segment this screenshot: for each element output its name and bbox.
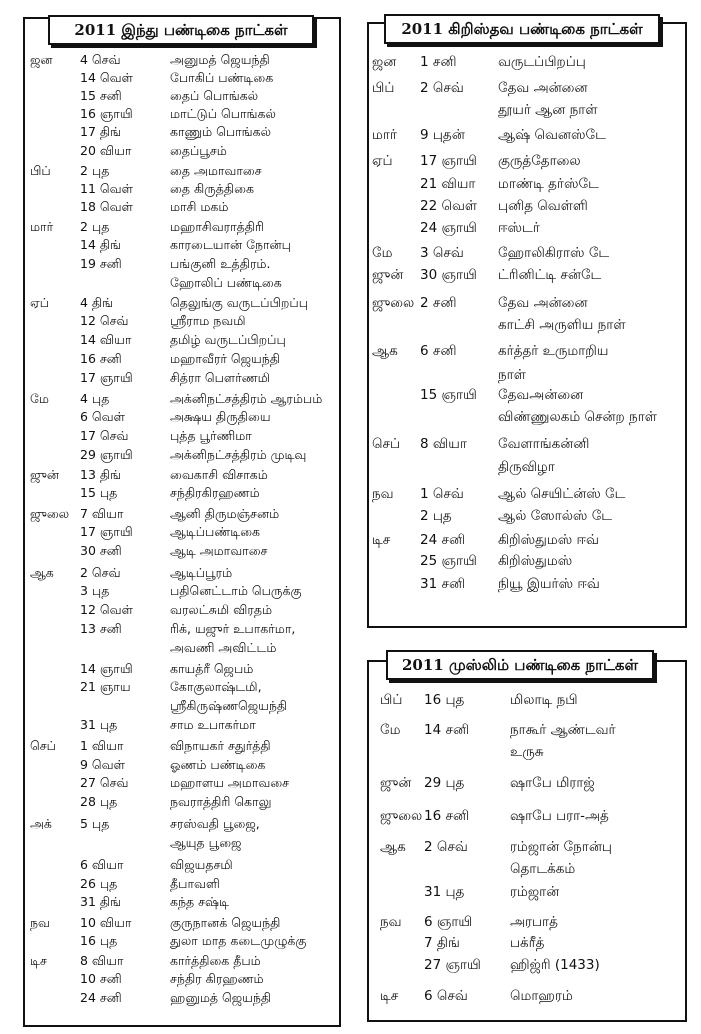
date-label: 22 வெள் xyxy=(420,198,478,214)
date-label: 8 வியா xyxy=(420,436,467,452)
month-label: ஏப் xyxy=(30,295,50,310)
festival-name: காணும் பொங்கல் xyxy=(170,124,271,139)
festival-name: ரம்ஜான் xyxy=(510,884,560,900)
date-label: 2 புத xyxy=(420,508,452,524)
festival-name: தமிழ் வருடப்பிறப்பு xyxy=(170,332,286,347)
date-label: 29 ஞாயி xyxy=(80,447,133,462)
festival-name: பக்ரீத் xyxy=(510,935,545,951)
month-label: ஜுன் xyxy=(30,467,60,482)
hindu-festivals-title: 2011 இந்து பண்டிகை நாட்கள் xyxy=(48,15,314,45)
festival-name: கிறிஸ்துமஸ் xyxy=(498,553,573,569)
date-label: 6 வெள் xyxy=(80,409,125,424)
festival-name: வருடப்பிறப்பு xyxy=(498,54,586,70)
date-label: 15 புத xyxy=(80,485,118,500)
festival-name: ட்ரினிட்டி சன்டே xyxy=(498,267,602,283)
date-label: 7 வியா xyxy=(80,506,124,521)
month-label: செப் xyxy=(372,436,401,452)
festival-name: நவராத்திரி கொலு xyxy=(170,794,272,809)
festival-name: ஆனி திருமஞ்சனம் xyxy=(170,506,280,521)
month-label: செப் xyxy=(30,738,56,753)
date-label: 1 சனி xyxy=(420,54,457,70)
festival-name: ஆல் ஸோல்ஸ் டே xyxy=(498,508,613,524)
month-label: நவ xyxy=(380,914,402,930)
festival-name: ஸ்ரீகிருஷ்ணஜெயந்தி xyxy=(170,698,288,713)
date-label: 30 ஞாயி xyxy=(420,267,477,283)
date-label: 8 வியா xyxy=(80,953,124,968)
date-label: 18 வெள் xyxy=(80,199,133,214)
date-label: 12 வெள் xyxy=(80,602,133,617)
festival-name: காட்சி அருளிய நாள் xyxy=(498,317,626,333)
date-label: 15 ஞாயி xyxy=(420,387,477,403)
date-label: 19 சனி xyxy=(80,256,122,271)
date-label: 2 செவ் xyxy=(424,839,468,855)
festival-name: ரிக், யஜுர் உபாகர்மா, xyxy=(170,621,296,636)
date-label: 3 புத xyxy=(80,583,110,598)
date-label: 12 செவ் xyxy=(80,313,129,328)
festival-name: தூயர் ஆன நாள் xyxy=(498,102,598,118)
date-label: 2 செவ் xyxy=(80,565,121,580)
date-label: 1 செவ் xyxy=(420,486,464,502)
festival-name: தேவ அன்னை xyxy=(498,295,588,311)
festival-name: ரம்ஜான் நோன்பு xyxy=(510,839,612,855)
date-label: 24 சனி xyxy=(80,990,122,1005)
festival-name: தை அமாவாசை xyxy=(170,163,262,178)
festival-name: ஷாபே மிராஜ் xyxy=(510,775,595,791)
month-label: மே xyxy=(30,391,49,406)
festival-name: ஆடிப்பண்டிகை xyxy=(170,524,261,539)
date-label: 6 ஞாயி xyxy=(424,914,473,930)
festival-name: நாள் xyxy=(498,367,526,383)
festival-name: கர்த்தர் உருமாறிய xyxy=(498,343,609,359)
date-label: 21 ஞாய xyxy=(80,679,131,694)
festival-name: தெலுங்கு வருடப்பிறப்பு xyxy=(170,295,309,310)
festival-name: அனுமத் ஜெயந்தி xyxy=(170,52,270,67)
date-label: 4 புத xyxy=(80,391,110,406)
festival-name: பதினெட்டாம் பெருக்கு xyxy=(170,583,302,598)
date-label: 3 செவ் xyxy=(420,245,464,261)
festival-name: அக்னிநட்சத்திரம் ஆரம்பம் xyxy=(170,391,323,406)
date-label: 27 ஞாயி xyxy=(424,957,481,973)
date-label: 21 வியா xyxy=(420,176,476,192)
festival-name: கந்த சஷ்டி xyxy=(170,894,229,909)
date-label: 6 சனி xyxy=(420,343,457,359)
festival-name: மொஹரம் xyxy=(510,988,573,1004)
festival-name: ஆல் செயிட்ன்ஸ் டே xyxy=(498,486,626,502)
month-label: ஜுன் xyxy=(372,267,404,283)
month-label: நவ xyxy=(372,486,394,502)
date-label: 14 சனி xyxy=(424,722,470,738)
festival-name: விநாயகர் சதுர்த்தி xyxy=(170,738,271,753)
date-label: 16 சனி xyxy=(424,808,470,824)
festival-name: மஹாளய அமாவசை xyxy=(170,775,290,790)
date-label: 11 வெள் xyxy=(80,181,133,196)
festival-name: புனித வெள்ளி xyxy=(498,198,588,214)
month-label: ஜன xyxy=(30,52,53,67)
date-label: 2 புத xyxy=(80,219,110,234)
date-label: 13 சனி xyxy=(80,621,122,636)
month-label: ஆக xyxy=(30,565,54,580)
festival-name: ஹிஜ்ரி (1433) xyxy=(510,957,600,973)
festival-name: அரபாத் xyxy=(510,914,558,930)
festival-name: தேவ அன்னை xyxy=(498,80,588,96)
date-label: 16 புத xyxy=(424,692,465,708)
date-label: 7 திங் xyxy=(424,935,460,951)
festival-name: கார்த்திகை தீபம் xyxy=(170,953,261,968)
date-label: 17 ஞாயி xyxy=(420,153,477,169)
festival-name: கோகுலாஷ்டமி, xyxy=(170,679,262,694)
festival-name: போகிப் பண்டிகை xyxy=(170,70,274,85)
month-label: மே xyxy=(372,245,393,261)
month-label: ஜுன் xyxy=(380,775,412,791)
date-label: 10 வியா xyxy=(80,915,132,930)
month-label: மே xyxy=(380,722,401,738)
date-label: 5 புத xyxy=(80,816,110,831)
month-label: ஜுலை xyxy=(380,808,423,824)
festival-name: ஓணம் பண்டிகை xyxy=(170,757,266,772)
festival-name: மாட்டுப் பொங்கல் xyxy=(170,106,276,121)
month-label: பிப் xyxy=(380,692,403,708)
festival-name: தை கிருத்திகை xyxy=(170,181,254,196)
date-label: 17 செவ் xyxy=(80,428,129,443)
date-label: 16 சனி xyxy=(80,351,122,366)
festival-name: ஈஸ்டர் xyxy=(498,220,540,236)
muslim-festivals-title: 2011 முஸ்லிம் பண்டிகை நாட்கள் xyxy=(386,650,654,680)
festival-name: குருநானக் ஜெயந்தி xyxy=(170,915,281,930)
date-label: 17 திங் xyxy=(80,124,122,139)
festival-name: குருத்தோலை xyxy=(498,153,581,169)
month-label: பிப் xyxy=(372,80,395,96)
festival-name: மஹாவீரர் ஜெயந்தி xyxy=(170,351,280,366)
festival-name: அவணி அவிட்டம் xyxy=(170,640,277,655)
festival-name: ஆயுத பூஜை xyxy=(170,835,242,850)
festival-name: காயத்ரீ ஜெபம் xyxy=(170,661,254,676)
festival-name: தேவஅன்னை xyxy=(498,387,584,403)
date-label: 31 புத xyxy=(80,717,118,732)
festival-name: விண்ணுலகம் சென்ற நாள் xyxy=(498,409,657,425)
festival-name: சாம உபாகர்மா xyxy=(170,717,256,732)
festival-name: உருசு xyxy=(510,744,544,760)
date-label: 6 வியா xyxy=(80,857,124,872)
festival-name: திருவிழா xyxy=(498,459,555,475)
date-label: 20 வியா xyxy=(80,143,132,158)
festival-name: மாசி மகம் xyxy=(170,199,229,214)
date-label: 24 சனி xyxy=(420,532,466,548)
date-label: 31 திங் xyxy=(80,894,122,909)
date-label: 31 புத xyxy=(424,884,465,900)
festival-name: தைப் பொங்கல் xyxy=(170,88,259,103)
festival-name: அக்ஷய திருதியை xyxy=(170,409,271,424)
date-label: 29 புத xyxy=(424,775,465,791)
date-label: 10 சனி xyxy=(80,971,122,986)
festival-name: கிறிஸ்துமஸ் ஈவ் xyxy=(498,532,599,548)
festival-name: நாகூர் ஆண்டவர் xyxy=(510,722,616,738)
date-label: 17 ஞாயி xyxy=(80,524,133,539)
festival-name: பங்குனி உத்திரம். xyxy=(170,256,271,271)
festival-name: வேளாங்கன்னி xyxy=(498,436,590,452)
date-label: 14 வெள் xyxy=(80,70,133,85)
festival-name: ஷாபே பரா-அத் xyxy=(510,808,609,824)
month-label: டிச xyxy=(30,953,47,968)
festival-name: சந்திரகிரஹணம் xyxy=(170,485,260,500)
festival-name: மஹாசிவராத்திரி xyxy=(170,219,265,234)
date-label: 4 திங் xyxy=(80,295,114,310)
date-label: 24 ஞாயி xyxy=(420,220,477,236)
date-label: 2 சனி xyxy=(420,295,457,311)
date-label: 9 புதன் xyxy=(420,127,465,143)
date-label: 17 ஞாயி xyxy=(80,370,133,385)
month-label: அக் xyxy=(30,816,52,831)
date-label: 30 சனி xyxy=(80,543,122,558)
date-label: 13 திங் xyxy=(80,467,122,482)
month-label: மார் xyxy=(372,127,397,143)
festival-name: துலா மாத கடைமுழுக்கு xyxy=(170,933,307,948)
month-label: ஏப் xyxy=(372,153,393,169)
date-label: 16 புத xyxy=(80,933,118,948)
festival-name: சந்திர கிரஹணம் xyxy=(170,971,264,986)
festival-name: ஆடிப்பூரம் xyxy=(170,565,233,580)
month-label: ஜுலை xyxy=(30,506,70,521)
festival-name: காரடையான் நோன்பு xyxy=(170,237,291,252)
festival-name: விஜயதசமி xyxy=(170,857,233,872)
date-label: 4 செவ் xyxy=(80,52,121,67)
festival-name: ஹோலிப் பண்டிகை xyxy=(170,275,282,290)
festival-name: ஆடி அமாவாசை xyxy=(170,543,268,558)
festival-name: மிலாடி நபி xyxy=(510,692,578,708)
date-label: 14 வியா xyxy=(80,332,132,347)
festival-name: ஆஷ் வெனஸ்டே xyxy=(498,127,606,143)
date-label: 2 செவ் xyxy=(420,80,464,96)
festival-name: தொடக்கம் xyxy=(510,861,576,877)
date-label: 1 வியா xyxy=(80,738,124,753)
festival-name: தீபாவளி xyxy=(170,876,220,891)
date-label: 9 வெள் xyxy=(80,757,125,772)
date-label: 14 திங் xyxy=(80,237,122,252)
month-label: ஜன xyxy=(372,54,397,70)
date-label: 2 புத xyxy=(80,163,110,178)
festival-name: தைப்பூசம் xyxy=(170,143,227,158)
month-label: பிப் xyxy=(30,163,51,178)
festival-name: சித்ரா பௌர்ணமி xyxy=(170,370,270,385)
month-label: டிச xyxy=(372,532,391,548)
festival-name: வரலட்சுமி விரதம் xyxy=(170,602,273,617)
date-label: 16 ஞாயி xyxy=(80,106,133,121)
date-label: 26 புத xyxy=(80,876,118,891)
date-label: 6 செவ் xyxy=(424,988,468,1004)
month-label: ஆக xyxy=(372,343,398,359)
month-label: ஜுலை xyxy=(372,295,415,311)
date-label: 31 சனி xyxy=(420,576,466,592)
festival-name: ஹனுமத் ஜெயந்தி xyxy=(170,990,272,1005)
month-label: டிச xyxy=(380,988,399,1004)
month-label: மார் xyxy=(30,219,54,234)
month-label: நவ xyxy=(30,915,50,930)
festival-name: அக்னிநட்சத்திரம் முடிவு xyxy=(170,447,307,462)
festival-name: நியூ இயர்ஸ் ஈவ் xyxy=(498,576,600,592)
date-label: 27 செவ் xyxy=(80,775,129,790)
month-label: ஆக xyxy=(380,839,406,855)
festival-name: சரஸ்வதி பூஜை, xyxy=(170,816,260,831)
date-label: 15 சனி xyxy=(80,88,122,103)
festival-name: ஸ்ரீராம நவமி xyxy=(170,313,246,328)
date-label: 14 ஞாயி xyxy=(80,661,133,676)
date-label: 25 ஞாயி xyxy=(420,553,477,569)
festival-name: மாண்டி தர்ஸ்டே xyxy=(498,176,599,192)
date-label: 28 புத xyxy=(80,794,118,809)
festival-name: வைகாசி விசாகம் xyxy=(170,467,268,482)
festival-name: புத்த பூர்ணிமா xyxy=(170,428,252,443)
festival-name: ஹோலிகிராஸ் டே xyxy=(498,245,610,261)
christian-festivals-title: 2011 கிறிஸ்தவ பண்டிகை நாட்கள் xyxy=(384,14,660,44)
